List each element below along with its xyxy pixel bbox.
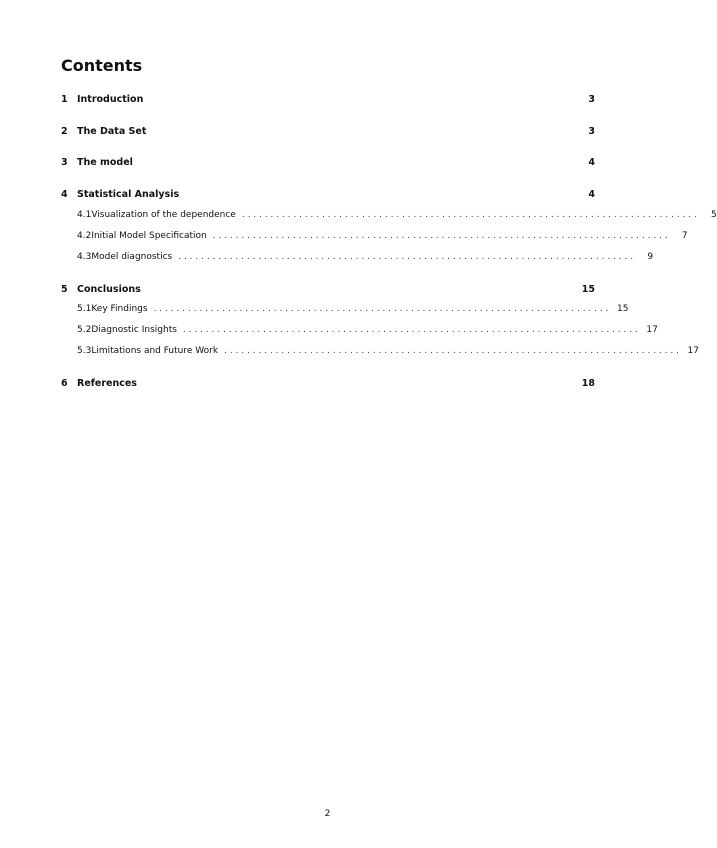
toc-entry-title: Visualization of the dependence: [91, 210, 236, 220]
toc-entry-title: The Data Set: [77, 125, 147, 137]
toc-entry-title: Limitations and Future Work: [91, 346, 219, 356]
toc-entry-number: 4.3: [77, 252, 92, 262]
toc-entry-title: The model: [77, 156, 133, 168]
toc-entry-number: 5.2: [77, 325, 92, 335]
toc-entry-title: Introduction: [77, 93, 144, 105]
toc-entry-title: Conclusions: [77, 283, 141, 295]
toc-entry-number: 5.3: [77, 346, 92, 356]
toc-entry[interactable]: [61, 124, 595, 138]
toc-entry-page: 15: [616, 304, 629, 314]
toc-entry[interactable]: [61, 282, 595, 296]
toc-entry[interactable]: [61, 208, 717, 222]
toc-entry-page: 18: [581, 377, 595, 389]
toc-entry-page: 4: [588, 188, 595, 200]
toc-leader-dots: . . . . . . . . . . . . . . . . . . . . . . . . . . . . . . . . . . . . . . . . . . . . . . . . . . . . . . . . . . . . . . . . . . . . . . . . . . . . . . . .: [212, 231, 668, 241]
toc-entry[interactable]: [61, 92, 595, 106]
toc-entry-page: 3: [588, 93, 595, 105]
toc-leader-dots: . . . . . . . . . . . . . . . . . . . . . . . . . . . . . . . . . . . . . . . . . . . . . . . . . . . . . . . . . . . . . . . . . . . . . . . . . . . . . . . .: [153, 304, 609, 314]
toc-entry-page: 9: [647, 252, 654, 262]
toc-entry[interactable]: [61, 229, 688, 243]
toc-entry-number: 5.1: [77, 304, 92, 314]
toc-entry-page: 15: [581, 283, 595, 295]
toc-entry-number: 2: [61, 125, 68, 137]
toc-entry-page: 4: [588, 156, 595, 168]
toc-entry[interactable]: [61, 250, 654, 264]
toc-entry-number: 4.2: [77, 231, 92, 241]
toc-entry-page: 17: [646, 325, 658, 335]
toc-leader-dots: . . . . . . . . . . . . . . . . . . . . . . . . . . . . . . . . . . . . . . . . . . . . . . . . . . . . . . . . . . . . . . . . . . . . . . . . . . . . . . . .: [182, 325, 638, 335]
toc-entry-number: 1: [61, 93, 68, 105]
toc-entry-number: 4: [61, 188, 68, 200]
toc-entry-title: Model diagnostics: [91, 252, 173, 262]
toc-entry[interactable]: [61, 302, 629, 316]
toc-entry-number: 5: [61, 283, 68, 295]
toc-entry[interactable]: [61, 323, 658, 337]
toc-leader-dots: . . . . . . . . . . . . . . . . . . . . . . . . . . . . . . . . . . . . . . . . . . . . . . . . . . . . . . . . . . . . . . . . . . . . . . . . . . . . . . . .: [178, 252, 634, 262]
toc-entry[interactable]: [61, 187, 595, 201]
toc-entry-page: 7: [681, 231, 688, 241]
page-number: 2: [324, 809, 331, 819]
toc-entry-number: 3: [61, 156, 68, 168]
toc-entry-title: References: [77, 377, 137, 389]
toc-leader-dots: . . . . . . . . . . . . . . . . . . . . . . . . . . . . . . . . . . . . . . . . . . . . . . . . . . . . . . . . . . . . . . . . . . . . . . . . . . . . . . . .: [224, 346, 679, 356]
toc-entry[interactable]: [61, 344, 699, 358]
toc-entry-number: 6: [61, 377, 68, 389]
contents-heading: Contents: [61, 56, 143, 75]
toc-entry-number: 4.1: [77, 210, 92, 220]
toc-entry-title: Statistical Analysis: [77, 188, 180, 200]
toc-entry-title: Key Findings: [91, 304, 148, 314]
toc-leader-dots: . . . . . . . . . . . . . . . . . . . . . . . . . . . . . . . . . . . . . . . . . . . . . . . . . . . . . . . . . . . . . . . . . . . . . . . . . . . . . . . .: [241, 210, 697, 220]
toc-entry-title: Initial Model Specification: [91, 231, 207, 241]
toc-entry[interactable]: [61, 155, 595, 169]
toc-entry-page: 3: [588, 125, 595, 137]
toc-entry-page: 17: [687, 346, 699, 356]
toc-entry[interactable]: [61, 376, 595, 390]
toc-entry-title: Diagnostic Insights: [91, 325, 177, 335]
toc-entry-page: 5: [711, 210, 717, 220]
